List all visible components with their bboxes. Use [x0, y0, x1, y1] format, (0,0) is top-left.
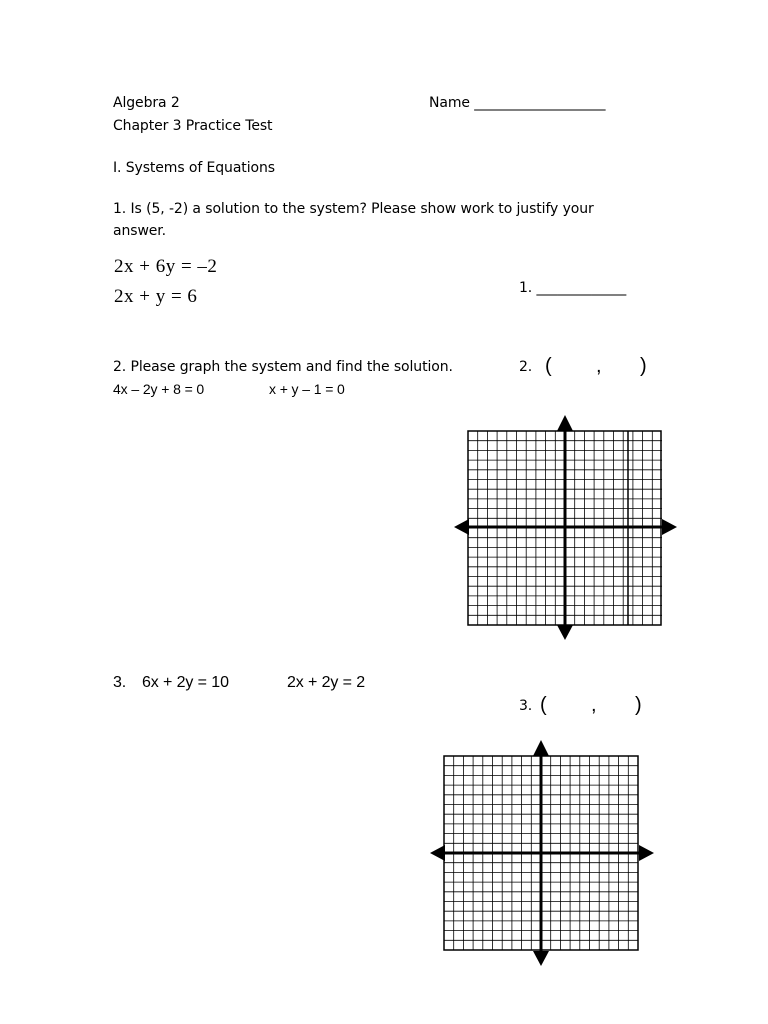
- q1-answer-blank: 1. _____________: [519, 280, 627, 296]
- y-axis-down-arrow: [557, 625, 573, 640]
- q3-equation-1: 6x + 2y = 10: [142, 674, 229, 691]
- coordinate-grid-q3[interactable]: [426, 737, 658, 971]
- q3-answer-comma: ,: [591, 694, 597, 716]
- q2-answer-number: 2.: [519, 359, 533, 375]
- q1-equation-2: 2x + y = 6: [114, 286, 198, 307]
- q3-equation-2: 2x + 2y = 2: [287, 674, 366, 691]
- x-axis-left-arrow: [430, 845, 445, 861]
- section-heading: I. Systems of Equations: [113, 160, 275, 176]
- x-axis-left-arrow: [454, 519, 469, 535]
- chapter-title: Chapter 3 Practice Test: [113, 118, 273, 134]
- x-axis-right-arrow: [662, 519, 677, 535]
- q2-prompt: 2. Please graph the system and find the solution.: [113, 359, 453, 375]
- x-axis-right-arrow: [639, 845, 654, 861]
- q3-number: 3.: [113, 674, 127, 691]
- q3-answer-number: 3.: [519, 698, 533, 714]
- q1-prompt-line2: answer.: [113, 223, 167, 239]
- coordinate-grid-q2[interactable]: [450, 412, 680, 644]
- q2-answer-comma: ,: [596, 355, 602, 377]
- q2-equation-1: 4x – 2y + 8 = 0: [113, 381, 205, 397]
- q1-equation-1: 2x + 6y = –2: [114, 256, 218, 277]
- y-axis-up-arrow: [557, 415, 573, 431]
- q3-answer-open-paren: (: [540, 694, 547, 716]
- q2-answer-close-paren: ): [640, 355, 647, 377]
- q3-answer-close-paren: ): [635, 694, 642, 716]
- q2-equation-2: x + y – 1 = 0: [269, 381, 345, 397]
- y-axis-up-arrow: [533, 740, 549, 756]
- q1-prompt-line1: 1. Is (5, -2) a solution to the system? Please show work to justify your: [113, 201, 594, 217]
- course-title: Algebra 2: [113, 95, 180, 111]
- y-axis-down-arrow: [533, 951, 549, 966]
- name-field-label: Name ___________________: [429, 95, 606, 111]
- q2-answer-open-paren: (: [545, 355, 552, 377]
